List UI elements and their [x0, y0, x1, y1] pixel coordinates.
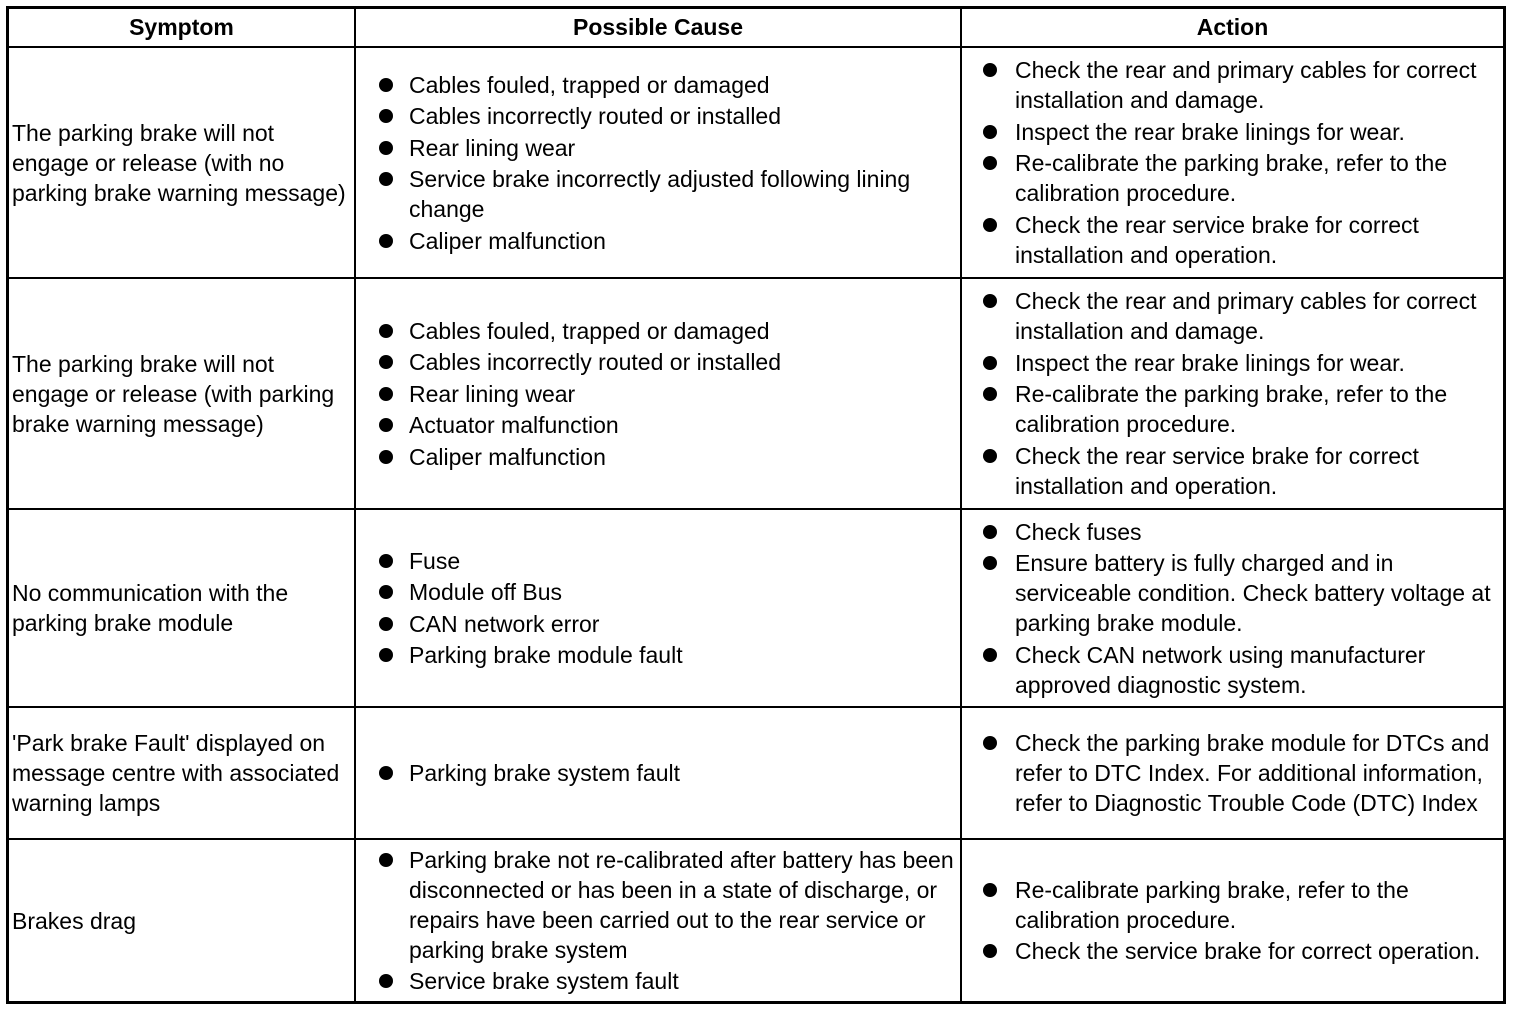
- list-item: Service brake incorrectly adjusted following lining change: [356, 164, 960, 224]
- bullet-icon: [379, 387, 393, 401]
- list-item: Inspect the rear brake linings for wear.: [962, 348, 1503, 378]
- list-item: Parking brake system fault: [356, 758, 960, 788]
- bullet-icon: [379, 418, 393, 432]
- symptom-cell: The parking brake will not engage or release (with parking brake warning message): [12, 350, 335, 437]
- bullet-icon: [983, 944, 997, 958]
- list-item: Re-calibrate the parking brake, refer to the calibration procedure.: [962, 148, 1503, 208]
- list-item: Cables fouled, trapped or damaged: [356, 316, 960, 346]
- list-item: Ensure battery is fully charged and in serviceable condition. Check battery voltage at parking brake module.: [962, 548, 1503, 638]
- action-list: [962, 515, 1503, 701]
- list-item: Cables incorrectly routed or installed: [356, 347, 960, 377]
- list-item: Rear lining wear: [356, 133, 960, 163]
- bullet-icon: [983, 63, 997, 77]
- bullet-icon: [983, 648, 997, 662]
- bullet-icon: [379, 234, 393, 248]
- header-possible-cause: Possible Cause: [572, 14, 744, 40]
- list-item: Cables incorrectly routed or installed: [356, 101, 960, 131]
- list-item: Check the rear service brake for correct installation and operation.: [962, 210, 1503, 270]
- bullet-icon: [379, 450, 393, 464]
- symptom-cell: No communication with the parking brake module: [12, 580, 289, 636]
- cause-list: [356, 843, 960, 998]
- bullet-icon: [983, 883, 997, 897]
- list-item: Re-calibrate parking brake, refer to the calibration procedure.: [962, 875, 1503, 935]
- bullet-icon: [379, 355, 393, 369]
- list-item: Service brake system fault: [356, 966, 960, 996]
- bullet-icon: [983, 125, 997, 139]
- action-list: [962, 727, 1503, 820]
- list-item: Actuator malfunction: [356, 410, 960, 440]
- action-list: [962, 285, 1503, 503]
- bullet-icon: [983, 294, 997, 308]
- bullet-icon: [379, 78, 393, 92]
- bullet-icon: [379, 554, 393, 568]
- list-item: Rear lining wear: [356, 379, 960, 409]
- list-item: Caliper malfunction: [356, 442, 960, 472]
- action-cell: [962, 510, 1503, 706]
- cause-cell: [356, 510, 960, 706]
- bullet-icon: [983, 736, 997, 750]
- bullet-icon: [983, 356, 997, 370]
- list-item: Caliper malfunction: [356, 226, 960, 256]
- bullet-icon: [379, 766, 393, 780]
- bullet-icon: [379, 648, 393, 662]
- list-item: Re-calibrate the parking brake, refer to the calibration procedure.: [962, 379, 1503, 439]
- cause-list: [356, 544, 960, 672]
- bullet-icon: [983, 218, 997, 232]
- cause-list: [356, 314, 960, 473]
- list-item: Parking brake not re-calibrated after battery has been disconnected or has been in a state of discharge, or repairs have been carried out to the rear service or parking brake system: [356, 845, 960, 965]
- bullet-icon: [983, 156, 997, 170]
- cause-list: [356, 68, 960, 257]
- bullet-icon: [983, 556, 997, 570]
- action-cell: [962, 48, 1503, 277]
- list-item: Check the parking brake module for DTCs and refer to DTC Index. For additional information, refer to Diagnostic Trouble Code (DTC) Index: [962, 728, 1503, 818]
- list-item: CAN network error: [356, 609, 960, 639]
- bullet-icon: [379, 853, 393, 867]
- cause-cell: [356, 279, 960, 508]
- bullet-icon: [379, 109, 393, 123]
- bullet-icon: [379, 141, 393, 155]
- bullet-icon: [379, 585, 393, 599]
- bullet-icon: [379, 172, 393, 186]
- cause-cell: [356, 708, 960, 838]
- action-cell: [962, 279, 1503, 508]
- list-item: Check fuses: [962, 517, 1503, 547]
- symptom-cell: The parking brake will not engage or release (with no parking brake warning message): [12, 119, 346, 206]
- list-item: Check the rear service brake for correct installation and operation.: [962, 441, 1503, 501]
- bullet-icon: [379, 974, 393, 988]
- list-item: Check CAN network using manufacturer approved diagnostic system.: [962, 640, 1503, 700]
- list-item: Check the service brake for correct operation.: [962, 936, 1503, 966]
- header-action: Action: [1196, 14, 1269, 40]
- diagnostic-table: [6, 6, 1506, 1004]
- list-item: Cables fouled, trapped or damaged: [356, 70, 960, 100]
- list-item: Parking brake module fault: [356, 640, 960, 670]
- list-item: Inspect the rear brake linings for wear.: [962, 117, 1503, 147]
- list-item: Check the rear and primary cables for correct installation and damage.: [962, 286, 1503, 346]
- header-symptom: Symptom: [129, 14, 234, 40]
- action-list: [962, 873, 1503, 968]
- symptom-cell: 'Park brake Fault' displayed on message centre with associated warning lamps: [12, 730, 340, 816]
- cause-list: [356, 757, 960, 790]
- bullet-icon: [983, 525, 997, 539]
- bullet-icon: [379, 617, 393, 631]
- bullet-icon: [983, 387, 997, 401]
- symptom-cell: Brakes drag: [12, 907, 137, 934]
- cause-cell: [356, 48, 960, 277]
- list-item: Module off Bus: [356, 577, 960, 607]
- list-item: Fuse: [356, 546, 960, 576]
- action-cell: [962, 708, 1503, 838]
- bullet-icon: [379, 324, 393, 338]
- bullet-icon: [983, 449, 997, 463]
- list-item: Check the rear and primary cables for correct installation and damage.: [962, 55, 1503, 115]
- action-cell: [962, 840, 1503, 1001]
- cause-cell: [356, 840, 960, 1001]
- action-list: [962, 54, 1503, 272]
